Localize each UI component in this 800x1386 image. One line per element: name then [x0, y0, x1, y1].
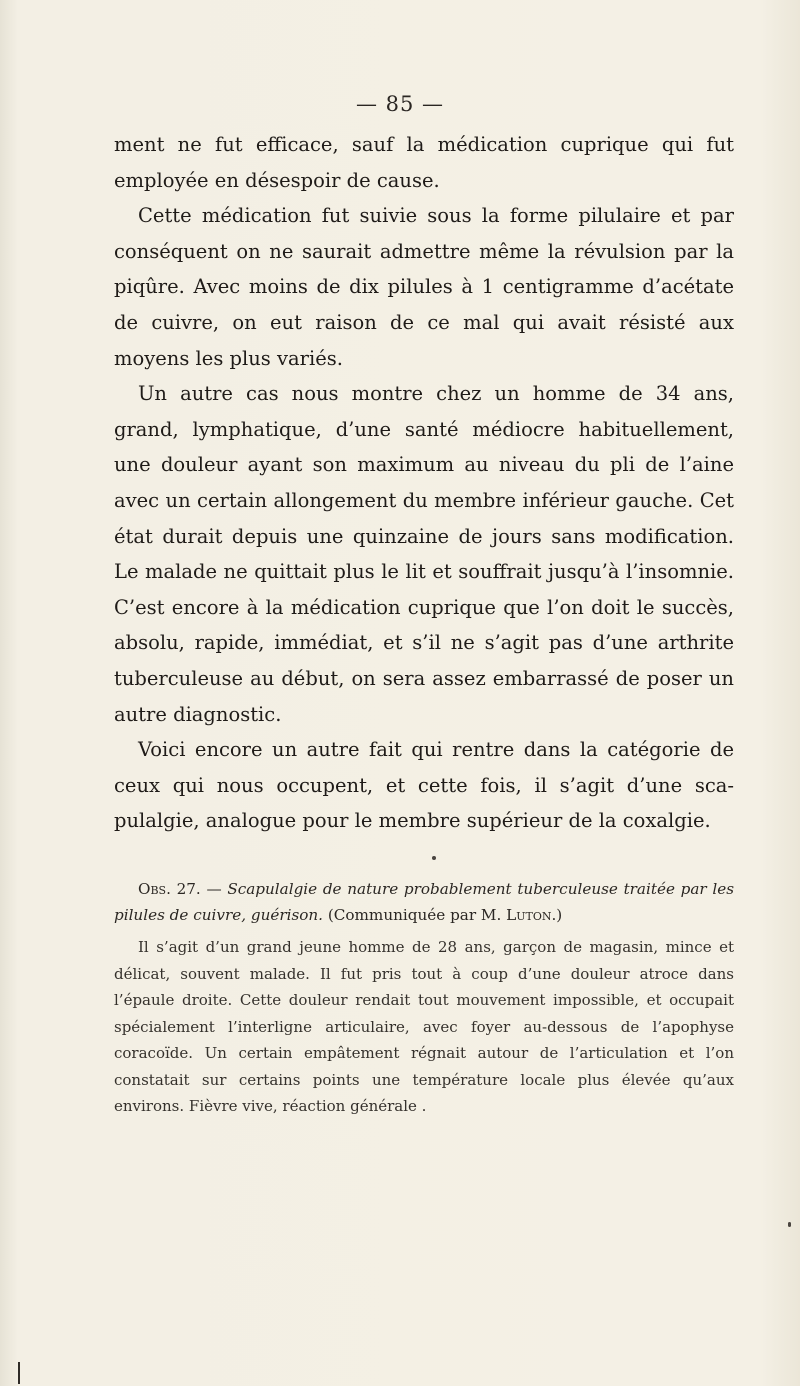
- observation-heading: [114, 876, 734, 928]
- main-text: [114, 127, 734, 839]
- observation-dash: —: [200, 880, 228, 898]
- page-number: — 85 —: [355, 92, 445, 116]
- paragraph-continuation: ment ne fut efficace, sauf la médication cuprique qui fut employée en désespoir de cause.: [114, 133, 734, 192]
- observation-block: [114, 876, 734, 1120]
- paragraph-second-case: Un autre cas nous montre chez un homme de 34 ans, grand, lymphatique, d’une santé médiocre habituellement, une douleur ayant son maximum au niveau du pli de l’aine avec un certain allongement du membre inférieur gauche. Cet état durait depuis une quinzaine de jours sans modification. Le malade ne quittait plus le lit et souffrait jusqu’à l’insomnie. C’est encore à la médication cuprique que l’on doit le succès, absolu, rapide, immédiat, et s’il ne s’agit pas d’une arthrite tuberculeuse au début, on sera assez embarrassé de poser un autre diagnostic.: [114, 382, 734, 726]
- observation-credit-suffix: .): [551, 906, 563, 924]
- observation-title: Scapulalgie de nature probablement tuberculeuse traitée par les pilules de cuivre, guérison.: [114, 880, 734, 924]
- ink-speck: [788, 1222, 791, 1227]
- observation-text: Il s’agit d’un grand jeune homme de 28 ans, garçon de magasin, mince et délicat, souvent malade. Il fut pris tout à coup d’une douleur atroce dans l’épaule droite. Cette douleur rendait tout mouvement impossible, et occupait spécialement l’interligne articulaire, avec foyer au-dessous de l’apophyse coracoïde. Un certain empâtement régnait autour de l’articulation et l’on constatait sur certains points une température locale plus élevée qu’aux environs. Fièvre vive, réaction générale .: [114, 938, 734, 1115]
- paragraph-cupric-pills: Cette médication fut suivie sous la forme pilulaire et par conséquent on ne saurait admettre même la révulsion par la piqûre. Avec moins de dix pilules à 1 centigramme d’acétate de cuivre, on eut raison de ce mal qui avait résisté aux moyens les plus variés.: [114, 204, 734, 370]
- binding-edge-mark: [18, 1362, 20, 1384]
- ink-speck: [432, 856, 436, 860]
- observation-credit-name: Luton: [506, 906, 552, 924]
- observation-credit-prefix: (Communiquée par M.: [323, 906, 507, 924]
- paragraph-scapulalgia-intro: Voici encore un autre fait qui rentre dans la catégorie de ceux qui nous occupent, et cette fois, il s’agit d’une scapulalgie, analogue pour le membre supérieur de la coxalgie.: [114, 738, 734, 833]
- observation-label: Obs. 27.: [138, 880, 201, 898]
